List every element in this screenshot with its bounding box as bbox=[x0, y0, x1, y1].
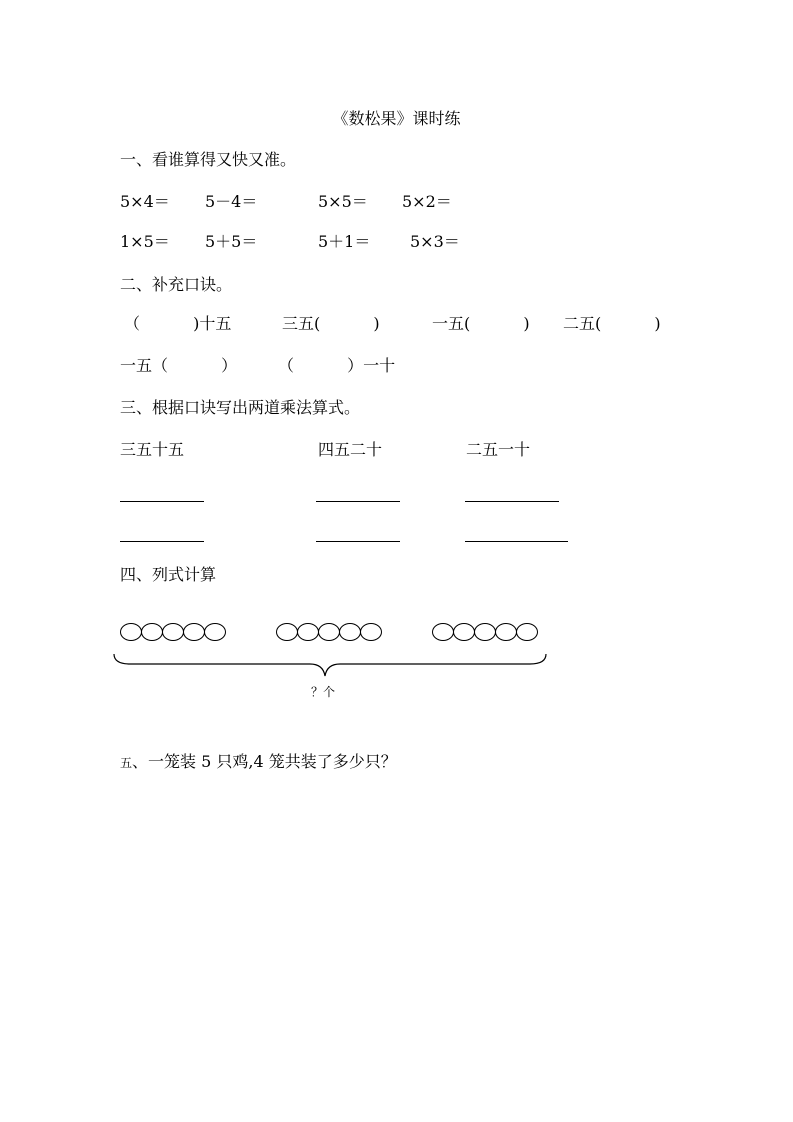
circle bbox=[495, 623, 517, 641]
circle bbox=[297, 623, 319, 641]
calc-2-1: 1×5＝ bbox=[120, 232, 170, 251]
circle bbox=[360, 623, 382, 641]
calc-2-4: 5×3＝ bbox=[410, 232, 460, 251]
circle bbox=[474, 623, 496, 641]
answer-line bbox=[316, 501, 400, 502]
circle bbox=[120, 623, 142, 641]
brace-label: ？个 bbox=[311, 685, 336, 699]
circle-group-2 bbox=[276, 623, 381, 641]
curly-brace bbox=[110, 652, 560, 682]
answer-line bbox=[120, 501, 204, 502]
circle-group-1 bbox=[120, 623, 225, 641]
circle bbox=[162, 623, 184, 641]
section2-heading: 二、补充口诀。 bbox=[120, 275, 233, 294]
answer-line bbox=[465, 541, 568, 542]
rhyme-blank-3: 一五( ) bbox=[432, 314, 530, 333]
section5-text: 、一笼装 5 只鸡,4 笼共装了多少只？ bbox=[132, 752, 397, 771]
rhyme-blank-4: 二五( ) bbox=[563, 314, 661, 333]
circle bbox=[141, 623, 163, 641]
section4-heading: 四、列式计算 bbox=[120, 565, 217, 584]
circle bbox=[339, 623, 361, 641]
rhyme-blank-5: 一五（ ） bbox=[120, 356, 238, 375]
circle bbox=[516, 623, 538, 641]
calc-1-1: 5×4＝ bbox=[120, 192, 170, 211]
calc-1-3: 5×5＝ bbox=[318, 192, 368, 211]
circle-group-3 bbox=[432, 623, 537, 641]
rhyme-2: 四五二十 bbox=[318, 440, 383, 459]
rhyme-blank-2: 三五( ) bbox=[282, 314, 380, 333]
calc-2-3: 5＋1＝ bbox=[318, 232, 371, 251]
rhyme-1: 三五十五 bbox=[120, 440, 185, 459]
section5-number: 五 bbox=[120, 756, 133, 770]
circle bbox=[432, 623, 454, 641]
section1-heading: 一、看谁算得又快又准。 bbox=[120, 150, 297, 169]
section5-question bbox=[120, 752, 397, 773]
circle bbox=[276, 623, 298, 641]
calc-1-4: 5×2＝ bbox=[402, 192, 452, 211]
section3-heading: 三、根据口诀写出两道乘法算式。 bbox=[120, 398, 361, 417]
page-title: 《数松果》课时练 bbox=[332, 109, 461, 128]
circle bbox=[204, 623, 226, 641]
circle bbox=[318, 623, 340, 641]
answer-line bbox=[120, 541, 204, 542]
rhyme-3: 二五一十 bbox=[466, 440, 531, 459]
calc-1-2: 5－4＝ bbox=[205, 192, 258, 211]
circle bbox=[183, 623, 205, 641]
rhyme-blank-6: （ ）一十 bbox=[278, 356, 396, 375]
answer-line bbox=[316, 541, 400, 542]
calc-2-2: 5＋5＝ bbox=[205, 232, 258, 251]
rhyme-blank-1: （ )十五 bbox=[124, 314, 232, 333]
circle bbox=[453, 623, 475, 641]
answer-line bbox=[465, 501, 559, 502]
